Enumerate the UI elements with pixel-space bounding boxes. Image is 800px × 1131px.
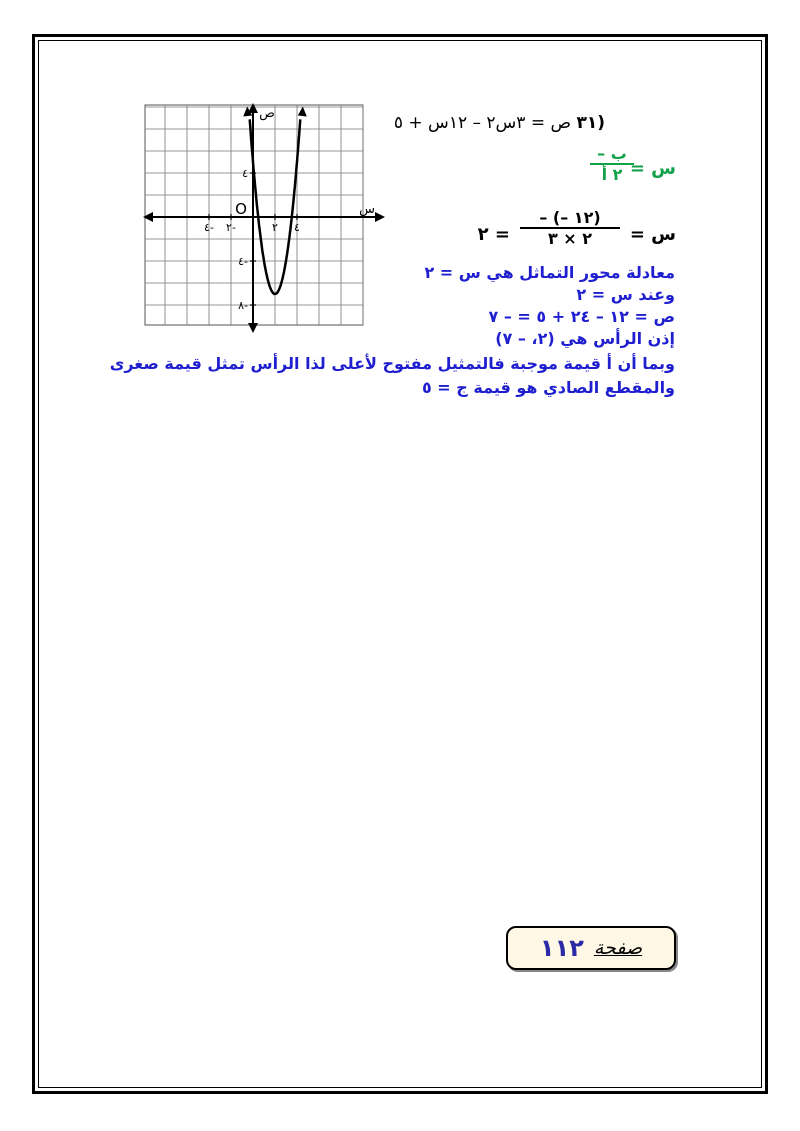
y-tick-label: ٨- (238, 299, 248, 312)
x-tick-label: ٤ (294, 221, 300, 234)
y-value-line: ص = ١٢ – ٢٤ + ٥ = – ٧ (488, 307, 675, 326)
x-axis-arrow-right (375, 212, 385, 222)
opening-line: وبما أن أ قيمة موجبة فالتمثيل مفتوح لأعلى لذا الرأس تمثل قيمة صغرى (109, 354, 675, 373)
formula-lhs: س = (629, 158, 676, 179)
y-axis-arrow-down (248, 323, 258, 333)
x-calc-result: = ٢ (477, 224, 510, 245)
page-number: ١١٢ (539, 934, 584, 962)
page-number-badge (506, 926, 676, 970)
x-calc-lhs: س = (629, 224, 676, 245)
formula-denominator: ٢ أ (590, 163, 634, 184)
parabola-graph (143, 103, 387, 333)
x-axis-label: س (359, 202, 375, 217)
x-tick-label: ٤- (204, 221, 214, 234)
x-calc-fraction (520, 208, 620, 248)
graph-labels (204, 106, 375, 312)
formula-fraction (590, 144, 634, 184)
y-tick-label: ٤- (238, 255, 248, 268)
vertex-line: إذن الرأس هي (٢، – ٧) (495, 329, 675, 348)
curve-arrow-right (298, 107, 307, 117)
axis-of-symmetry-line: معادلة محور التماثل هي س = ٢ (424, 263, 675, 282)
x-tick-label: ٢ (272, 221, 278, 234)
x-tick-label: ٢- (226, 221, 236, 234)
y-axis-label: ص (259, 106, 275, 121)
at-x-line: وعند س = ٢ (576, 285, 675, 304)
page-word: صفحة (593, 937, 643, 959)
formula-numerator: – ب (597, 144, 627, 163)
x-calc-denominator: ٢ × ٣ (520, 227, 620, 248)
origin-label: O (235, 200, 247, 218)
y-tick-label: ٤ (242, 167, 248, 180)
x-calc-numerator: – (– ١٢) (539, 208, 601, 227)
problem-statement (394, 113, 605, 133)
graph-axes (143, 103, 385, 333)
problem-number: (٣١ (576, 113, 605, 133)
problem-equation: ص = ٣س٢ – ١٢س + ٥ (393, 113, 572, 133)
intercept-line: والمقطع الصادي هو قيمة ج = ٥ (421, 378, 675, 397)
